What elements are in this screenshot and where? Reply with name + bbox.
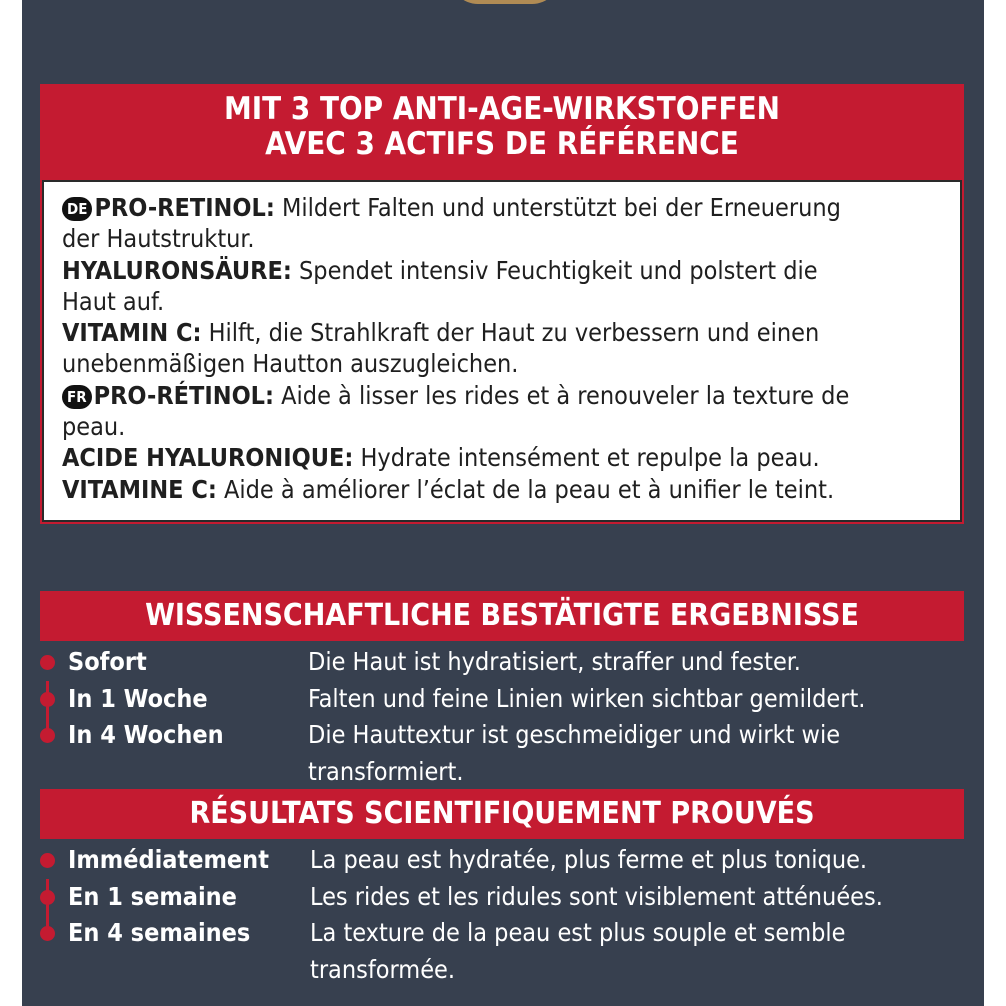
ingredients-box — [42, 180, 962, 522]
result-time: En 4 semaines — [68, 918, 251, 947]
de-flag-badge: DE — [62, 197, 92, 221]
result-time: Immédiatement — [68, 845, 269, 874]
ingredient-text: Aide à lisser les rides et à renouveler la texture de — [274, 380, 850, 410]
ingredient-line — [62, 286, 942, 317]
result-row — [40, 644, 964, 681]
result-time: In 4 Wochen — [68, 720, 224, 749]
result-description: Les rides et les ridules sont visiblement atténuées. — [310, 881, 883, 911]
ingredient-text: unebenmäßigen Hautton auszugleichen. — [62, 349, 519, 379]
top-banner-line-1: MIT 3 TOP ANTI-AGE-WIRKSTOFFEN — [223, 91, 781, 127]
ingredient-line — [62, 348, 942, 379]
result-row — [40, 681, 964, 718]
ingredient-text: Hydrate intensément et repulpe la peau. — [353, 443, 820, 473]
ingredient-line — [62, 192, 942, 223]
ingredient-text: peau. — [62, 412, 126, 442]
ingredient-line — [62, 223, 942, 254]
bullet-icon — [40, 890, 55, 905]
result-row — [40, 879, 964, 916]
ingredient-text: Mildert Falten und unterstützt bei der Erneuerung — [274, 193, 841, 222]
result-description-line: transformiert. — [308, 756, 464, 786]
de-results-title: WISSENSCHAFTLICHE BESTÄTIGTE ERGEBNISSE — [40, 591, 964, 641]
bullet-icon — [40, 853, 55, 868]
ingredient-line — [62, 411, 942, 442]
ingredient-line — [62, 474, 942, 505]
ingredient-line — [62, 380, 942, 411]
result-description: Falten und feine Linien wirken sichtbar gemildert. — [308, 683, 866, 713]
bullet-icon — [40, 692, 55, 707]
ingredient-label: PRO-RÉTINOL: — [93, 380, 275, 410]
ingredient-label: VITAMIN C: — [62, 318, 202, 348]
ingredient-text: Haut auf. — [62, 286, 165, 316]
result-description-line: transformée. — [310, 954, 456, 984]
bullet-icon — [40, 728, 55, 743]
ingredient-label: ACIDE HYALURONIQUE: — [62, 443, 354, 473]
bullet-icon — [40, 926, 55, 941]
result-description — [308, 717, 964, 790]
result-row — [40, 717, 964, 790]
ingredient-text: Hilft, die Strahlkraft der Haut zu verbessern und einen — [201, 318, 820, 348]
result-time: In 1 Woche — [68, 683, 208, 713]
result-description: Die Haut ist hydratisiert, straffer und fester. — [308, 647, 801, 676]
ingredient-label: VITAMINE C: — [62, 474, 217, 504]
ingredient-line — [62, 442, 942, 473]
ingredient-text: der Hautstruktur. — [62, 224, 255, 254]
ingredient-text: Spendet intensiv Feuchtigkeit und polstert die — [291, 255, 818, 285]
result-row — [40, 842, 964, 879]
ingredients-frame — [40, 170, 964, 524]
top-banner-line-2: AVEC 3 ACTIFS DE RÉFÉRENCE — [265, 126, 739, 162]
bullet-icon — [40, 655, 55, 670]
result-time: Sofort — [68, 647, 147, 676]
result-time: En 1 semaine — [68, 881, 237, 911]
ingredient-text: Aide à améliorer l’éclat de la peau et à unifier le teint. — [216, 474, 835, 504]
result-description-line: La texture de la peau est plus souple et semble — [310, 918, 846, 947]
ingredient-label: PRO-RETINOL: — [94, 193, 275, 222]
result-description — [308, 915, 964, 988]
ingredient-line — [62, 255, 942, 286]
result-row — [40, 915, 964, 988]
result-description-line: Die Hauttextur ist geschmeidiger und wirkt wie — [308, 720, 841, 749]
ingredient-line — [62, 317, 942, 348]
fr-flag-badge: FR — [62, 385, 92, 409]
ingredient-label: HYALURONSÄURE: — [62, 255, 292, 285]
top-banner — [40, 84, 964, 170]
result-description: La peau est hydratée, plus ferme et plus tonique. — [310, 845, 868, 874]
fr-results-list — [40, 842, 964, 988]
de-results-list — [40, 644, 964, 790]
fr-results-title: RÉSULTATS SCIENTIFIQUEMENT PROUVÉS — [40, 789, 964, 839]
